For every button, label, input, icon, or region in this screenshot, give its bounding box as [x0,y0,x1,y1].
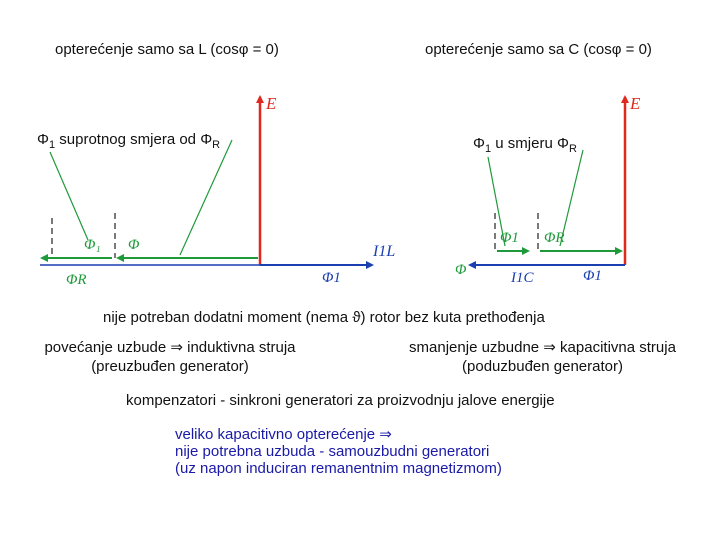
no-moment-text: nije potreban dodatni moment (nema ϑ) rotor bez kuta prethođenja [103,309,545,326]
left-E-label: E [266,94,277,113]
phi-r-subscript: R [212,139,221,151]
capacitive-line-2: nije potrebna uzbuda - samouzbudni generatori [175,443,490,460]
left-phiR-label: ΦR [66,272,87,288]
capacitive-line-1: veliko kapacitivno opterećenje ⇒ [175,426,392,443]
left-title: opterećenje samo sa L (cosφ = 0) [55,41,279,58]
phi-r-symbol: Φ [556,135,569,152]
left-statement-b: (preuzbuđen generator) [91,358,249,375]
left-phi-label: Φ [128,237,140,253]
left-statement-a: povećanje uzbude ⇒ induktivna struja [44,339,296,356]
left-I1L-label: I1L [373,243,396,260]
right-note-text: u smjeru [495,135,553,152]
phi-r-subscript: R [568,143,577,155]
compensators-text: kompenzatori - sinkroni generatori za proizvodnju jalove energije [126,392,555,409]
phi-r-symbol: Φ [200,131,213,148]
right-E-label: E [630,94,641,113]
capacitive-line-3: (uz napon induciran remanentnim magnetizmom) [175,460,502,477]
phi-symbol: Φ [37,131,49,148]
left-pointer-2 [180,140,232,255]
left-phi1-label: Φ₁ [84,237,101,253]
right-I1C-label: I1C [511,270,534,286]
right-title: opterećenje samo sa C (cosφ = 0) [425,41,652,58]
right-phi1-bottom-label: Φ1 [583,268,602,284]
left-pointer-1 [50,152,88,240]
phi-subscript: 1 [484,143,492,155]
left-note-text: suprotnog smjera od [59,131,197,148]
right-statement-b: (poduzbuđen generator) [462,358,623,375]
right-phi1-label: Φ1 [500,230,519,246]
phi-symbol: Φ [473,135,485,152]
left-phi1-bottom-label: Φ1 [322,270,341,286]
right-phiR-label: ΦR [544,230,565,246]
right-phi-label: Φ [455,262,467,278]
phi-subscript: 1 [48,139,56,151]
right-statement-a: smanjenje uzbudne ⇒ kapacitivna struja [409,339,676,356]
